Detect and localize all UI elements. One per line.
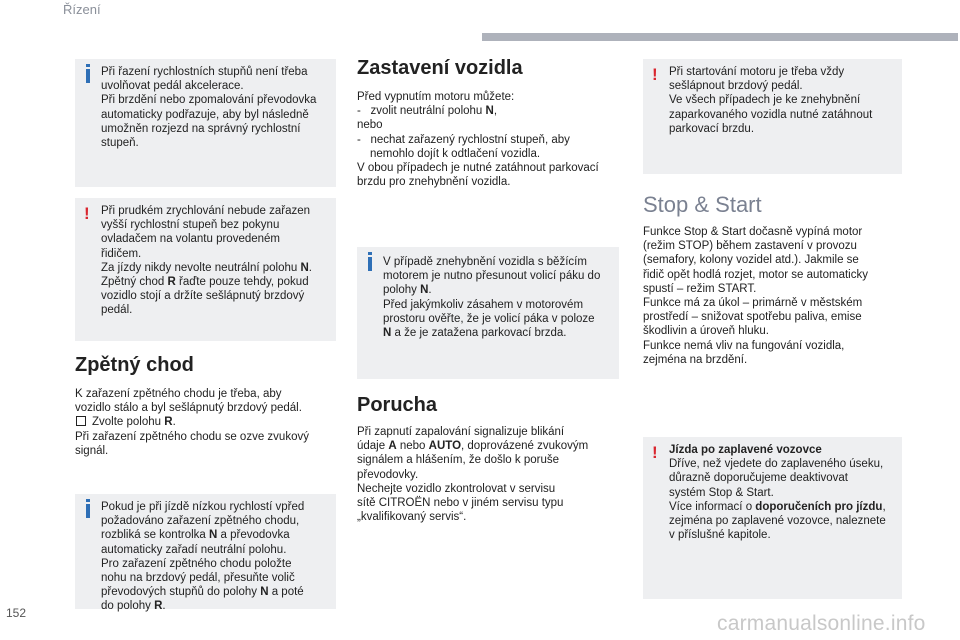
info-icon xyxy=(368,257,372,271)
text-line: Zvolte polohu R. xyxy=(75,415,340,429)
text-line: signálem a hlášením, že došlo k poruše xyxy=(357,454,559,467)
text-line: Nechejte vozidlo zkontrolovat v servisu xyxy=(357,482,556,495)
warning-box-acceleration xyxy=(75,198,336,341)
text-line: V případě znehybnění vozidla s běžícím xyxy=(383,256,587,268)
text-line: brzdu pro znehybnění vozidla. xyxy=(357,176,511,189)
text-line: řidič opět hodlá rozjet, motor se automaticky xyxy=(643,268,868,281)
text-line: Zpětný chod R řaďte pouze tehdy, pokud xyxy=(101,276,309,289)
page-number: 152 xyxy=(6,606,27,620)
text-line: systém Stop & Start. xyxy=(669,486,774,499)
text-line: nohu na brzdový pedál, přesuňte volič xyxy=(101,572,295,585)
text-line: Za jízdy nikdy nevolte neutrální polohu N. xyxy=(101,261,312,274)
info-box-immobilise xyxy=(357,247,619,379)
text-line: Při startování motoru je třeba vždy xyxy=(669,66,845,78)
text-line: (režim STOP) během zastavení v provozu xyxy=(643,240,857,253)
text-line: převodových stupňů do polohy N a poté xyxy=(101,586,304,599)
watermark: carmanualsonline.info xyxy=(717,612,926,635)
text-line: motorem je nutno přesunout volicí páku do xyxy=(383,270,601,283)
text-line: Při zařazení zpětného chodu se ozve zvukový xyxy=(75,430,309,443)
text-line: požadováno zařazení zpětného chodu, xyxy=(101,515,300,528)
text-line: vozidlo stojí a držíte sešlápnutý brzdový xyxy=(101,290,305,303)
bullet-icon xyxy=(76,416,86,426)
warning-box-starting xyxy=(643,59,902,174)
text-line: umožněn rozjezd na správný rychlostní xyxy=(101,122,301,135)
text-line: převodovky. xyxy=(357,468,419,481)
text-line: Pro zařazení zpětného chodu položte xyxy=(101,557,292,570)
text-line: do polohy R. xyxy=(101,600,166,613)
text-line: nebo xyxy=(357,119,383,132)
text-line: „kvalifikovaný servis“. xyxy=(357,511,467,524)
text-line: polohy N. xyxy=(383,284,432,297)
header-bar xyxy=(482,33,958,41)
chapter-title: Řízení xyxy=(63,2,101,17)
text-line: vozidlo stálo a byl sešlápnutý brzdový pedál. xyxy=(75,402,302,415)
info-box-reverse xyxy=(75,494,336,613)
text-line: Před vypnutím motoru můžete: xyxy=(357,91,515,103)
text-line: údaje A nebo AUTO, doprovázené zvukovým xyxy=(357,440,589,453)
text-line: nemohlo dojít k odtlačení vozidla. xyxy=(370,147,541,160)
text-line: pedál. xyxy=(101,304,133,317)
text-line: stupeň. xyxy=(101,137,139,150)
section-heading-fault: Porucha xyxy=(357,394,438,416)
text-line: Více informací o doporučeních pro jízdu, xyxy=(669,500,886,513)
text-line: v příslušné kapitole. xyxy=(669,529,771,542)
text-line: řidičem. xyxy=(101,247,142,260)
stopping-text xyxy=(357,90,627,189)
section-heading-stop-start: Stop & Start xyxy=(643,192,762,217)
text-line: N a že je zatažena parkovací brzda. xyxy=(383,327,567,340)
text-line: zejména na brzdění. xyxy=(643,353,748,366)
text-line: automaticky podřazuje, aby byl následně xyxy=(101,108,309,121)
info-icon xyxy=(86,69,90,83)
text-line: - nechat zařazený rychlostní stupeň, aby xyxy=(357,133,570,146)
text-line: parkovací brzdu. xyxy=(669,122,755,135)
text-line: prostoru ověřte, že je volicí páka v poloze xyxy=(383,312,595,325)
text-line: Ve všech případech je ke znehybnění xyxy=(669,94,861,107)
text-line: Při prudkém zrychlování nebude zařazen xyxy=(101,205,311,217)
warning-icon: ! xyxy=(652,443,658,462)
text-line: Funkce nemá vliv na fungování vozidla, xyxy=(643,339,845,352)
text-line: rozbliká se kontrolka N a převodovka xyxy=(101,529,290,542)
text-line: vyšší rychlostní stupeň bez pokynu xyxy=(101,219,280,232)
text-line: Před jakýmkoliv zásahem v motorovém xyxy=(383,298,584,311)
text-line: - zvolit neutrální polohu N, xyxy=(357,105,498,118)
text-line: automaticky zařadí neutrální polohu. xyxy=(101,543,287,556)
text-line: Funkce má za úkol – primárně v městském xyxy=(643,297,863,310)
section-heading-reverse: Zpětný chod xyxy=(75,354,194,376)
text-line: V obou případech je nutné zatáhnout parkovací xyxy=(357,162,599,175)
warning-icon: ! xyxy=(84,204,90,223)
info-box-shifting xyxy=(75,59,336,187)
text-line: Jízda po zaplavené vozovce xyxy=(669,444,822,456)
text-line: Při brzdění nebo zpomalování převodovka xyxy=(101,94,317,107)
text-line: sítě CITROËN nebo v jiném servisu typu xyxy=(357,497,564,510)
text-line: zejména po zaplavené vozovce, naleznete xyxy=(669,515,886,528)
text-line: (semafory, kolony vozidel atd.). Jakmile se xyxy=(643,254,859,267)
text-line: prostředí – snižovat spotřebu paliva, emise xyxy=(643,311,862,324)
reverse-text xyxy=(75,387,340,458)
text-line: sešlápnout brzdový pedál. xyxy=(669,80,803,93)
text-line: zaparkovaného vozidla nutné zatáhnout xyxy=(669,108,873,121)
section-heading-stopping: Zastavení vozidla xyxy=(357,57,523,79)
text-line: ovladačem na volantu provedeném xyxy=(101,233,281,246)
warning-icon: ! xyxy=(652,65,658,84)
stop-start-text xyxy=(643,225,918,367)
fault-text xyxy=(357,425,627,524)
text-line: K zařazení zpětného chodu je třeba, aby xyxy=(75,388,282,400)
text-line: Při zapnutí zapalování signalizuje blikání xyxy=(357,426,565,438)
info-icon xyxy=(86,504,90,518)
text-line: Funkce Stop & Start dočasně vypíná motor xyxy=(643,226,863,238)
text-line: signál. xyxy=(75,444,109,457)
text-line: uvolňovat pedál akcelerace. xyxy=(101,80,244,93)
text-line: důrazně doporučujeme deaktivovat xyxy=(669,472,849,485)
text-line: Pokud je při jízdě nízkou rychlostí vpřed xyxy=(101,501,305,513)
text-line: spustí – režim START. xyxy=(643,282,757,295)
text-line: Při řazení rychlostních stupňů není třeba xyxy=(101,66,308,78)
warning-box-flooded-road xyxy=(643,437,902,599)
text-line: Dříve, než vjedete do zaplaveného úseku, xyxy=(669,458,884,471)
text-line: škodlivin a úroveň hluku. xyxy=(643,325,769,338)
